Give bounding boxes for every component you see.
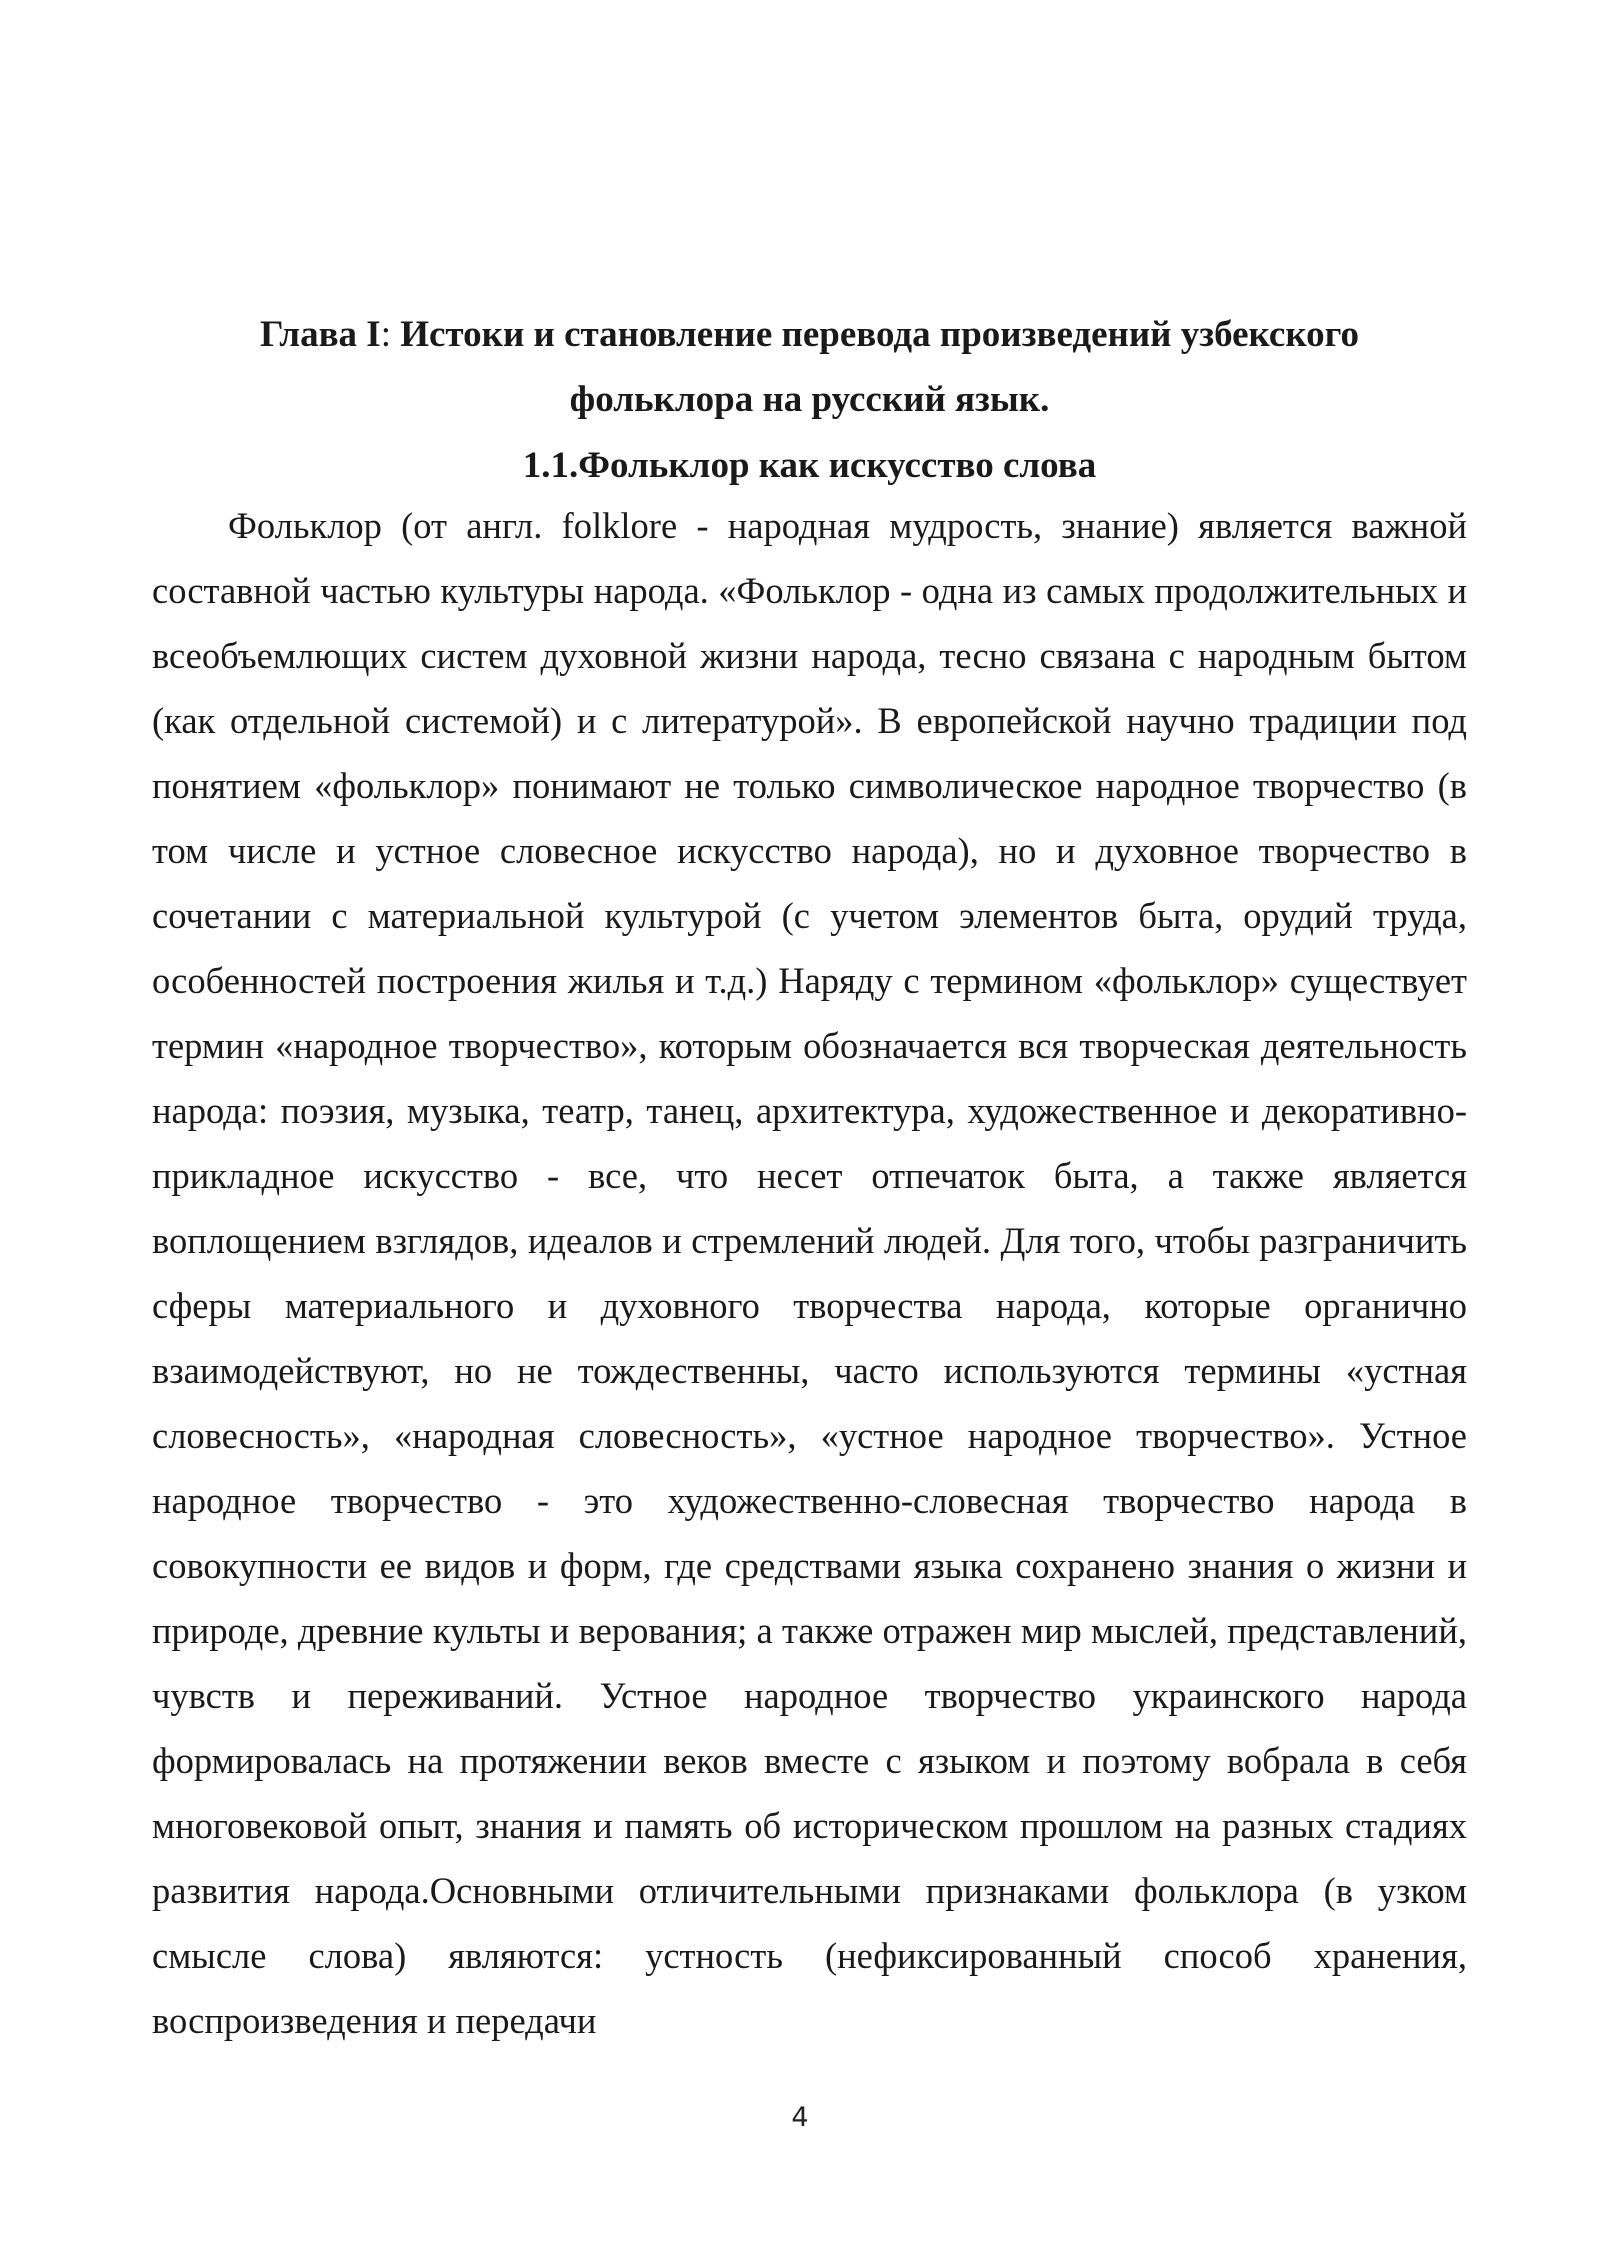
body-paragraph: Фольклор (от англ. folklore - народная мудрость, знание) является важной составной частью культуры народа. «Фольклор - одна из самых продолжительных и всеобъемлющих систем духовной жизни народа, тесно связана с народным бытом (как отдельной системой) и с литературой». В европейской научно традиции под понятием «фольклор» понимают не только символическое народное творчество (в том числе и устное словесное искусство народа), но и духовное творчество в сочетании с материальной культурой (с учетом элементов быта, орудий труда, особенностей построения жилья и т.д.) Наряду с термином «фольклор» существует термин «народное творчество», которым обозначается вся творческая деятельность народа: поэзия, музыка, театр, танец, архитектура, художественное и декоративно-прикладное искусство - все, что несет отпечаток быта, а также является воплощением взглядов, идеалов и стремлений людей. Для того, чтобы разграничить сферы материального и духовного творчества народа, которые органично взаимодействуют, но не тождественны, часто используются термины «устная словесность», «народная словесность», «устное народное творчество». Устное народное творчество - это художественно-словесная творчество народа в совокупности ее видов и форм, где средствами языка сохранено знания о жизни и природе, древние культы и верования; а также отражен мир мыслей, представлений, чувств и переживаний. Устное народное творчество украинского народа формировалась на протяжении веков вместе с языком и поэтому вобрала в себя многовековой опыт, знания и память об историческом прошлом на разных стадиях развития народа.Основными отличительными признаками фольклора (в узком смысле слова) являются: устность (нефиксированный способ хранения, воспроизведения и передачи — [152, 505, 1467, 2041]
chapter-title-line1: Истоки и становление перевода произведений узбекского — [390, 314, 1360, 355]
chapter-label: Глава I — [259, 314, 381, 355]
section-heading: 1.1.Фольклор как искусство слова — [522, 445, 1097, 486]
chapter-heading — [152, 302, 1467, 432]
chapter-colon: : — [380, 314, 391, 355]
chapter-title-line2: фольклора на русский язык. — [569, 379, 1050, 420]
page-number: 4 — [791, 2102, 809, 2133]
